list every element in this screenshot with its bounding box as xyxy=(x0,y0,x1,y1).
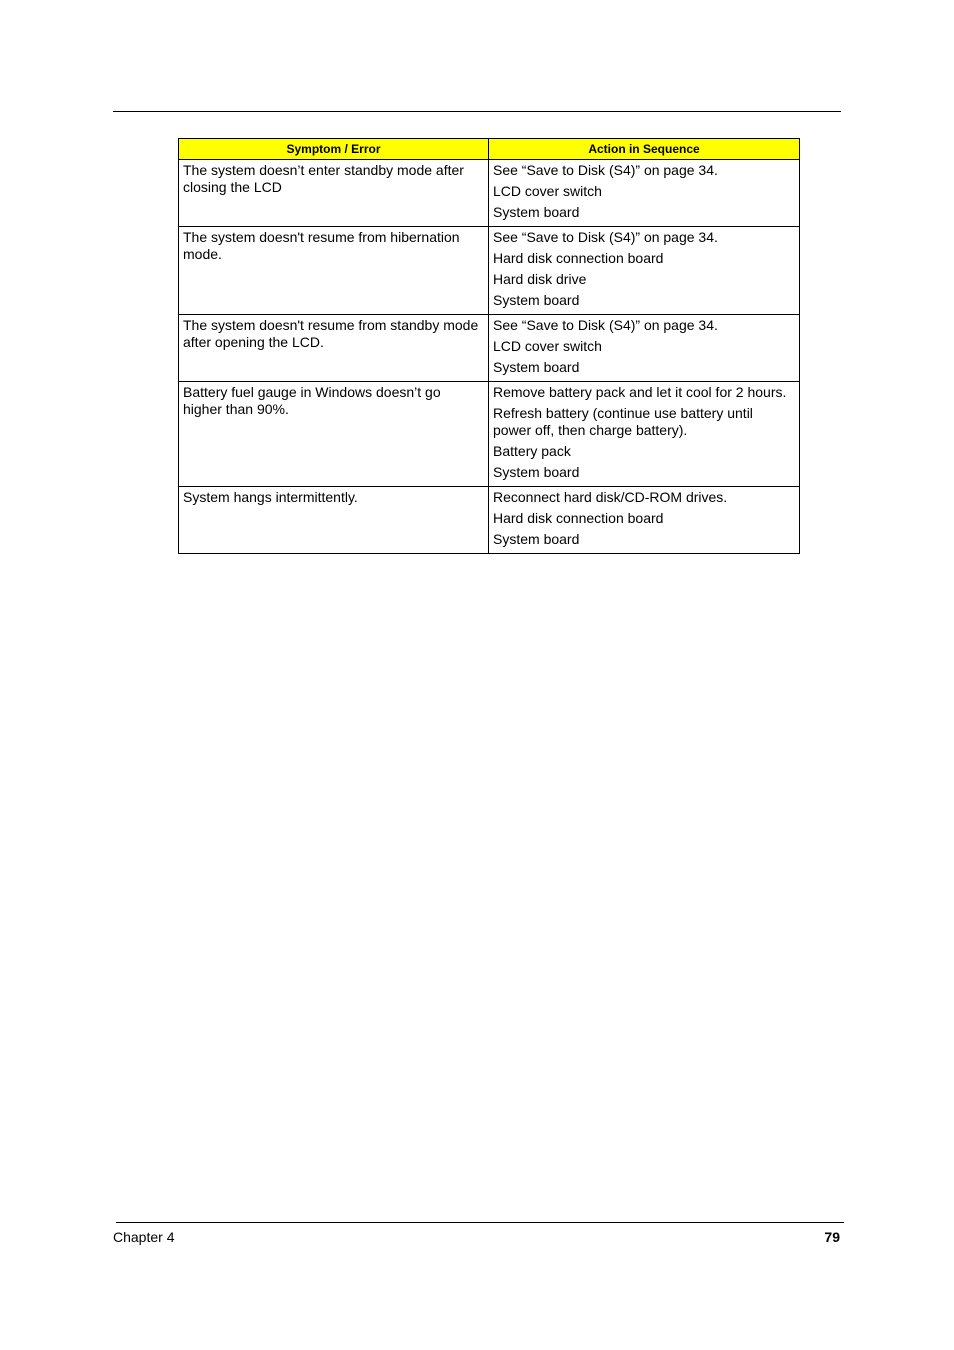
action-item: See “Save to Disk (S4)” on page 34. xyxy=(493,162,718,178)
action-item: Hard disk drive xyxy=(493,271,587,287)
action-item: Reconnect hard disk/CD-ROM drives. xyxy=(493,489,728,505)
header-rule xyxy=(113,111,841,112)
actions-cell xyxy=(489,382,800,487)
actions-cell xyxy=(489,487,800,554)
symptom-cell xyxy=(179,382,489,487)
footer-rule xyxy=(116,1222,844,1223)
action-item: System board xyxy=(493,359,580,375)
table-row xyxy=(179,382,800,487)
symptom-cell xyxy=(179,227,489,315)
action-item: Remove battery pack and let it cool for 2 hours. xyxy=(493,384,787,400)
action-item: See “Save to Disk (S4)” on page 34. xyxy=(493,229,718,245)
table-header-row xyxy=(179,139,800,160)
symptom-text: System hangs intermittently. xyxy=(183,489,358,505)
action-item: Refresh battery (continue use battery until power off, then charge battery). xyxy=(493,405,753,438)
symptom-text: Battery fuel gauge in Windows doesn’t go higher than 90%. xyxy=(183,384,441,417)
action-item: Hard disk connection board xyxy=(493,510,664,526)
symptom-cell xyxy=(179,487,489,554)
actions-cell xyxy=(489,315,800,382)
action-item: System board xyxy=(493,464,580,480)
action-column-header: Action in Sequence xyxy=(489,139,800,160)
symptom-column-header: Symptom / Error xyxy=(179,139,489,160)
footer-chapter: Chapter 4 xyxy=(113,1229,175,1245)
actions-cell xyxy=(489,160,800,227)
action-item: LCD cover switch xyxy=(493,183,602,199)
action-item: System board xyxy=(493,204,580,220)
action-item: LCD cover switch xyxy=(493,338,602,354)
action-item: System board xyxy=(493,531,580,547)
actions-cell xyxy=(489,227,800,315)
table-row xyxy=(179,315,800,382)
table-row xyxy=(179,227,800,315)
symptom-text: The system doesn't resume from hibernation mode. xyxy=(183,229,460,262)
action-item: System board xyxy=(493,292,580,308)
symptom-cell xyxy=(179,315,489,382)
footer-page-number: 79 xyxy=(824,1229,840,1245)
symptom-cell xyxy=(179,160,489,227)
symptom-text: The system doesn't resume from standby mode after opening the LCD. xyxy=(183,317,479,350)
action-item: See “Save to Disk (S4)” on page 34. xyxy=(493,317,718,333)
action-item: Battery pack xyxy=(493,443,571,459)
table-row xyxy=(179,487,800,554)
action-item: Hard disk connection board xyxy=(493,250,664,266)
symptom-text: The system doesn’t enter standby mode after closing the LCD xyxy=(183,162,464,195)
troubleshooting-table xyxy=(178,138,800,554)
table-row xyxy=(179,160,800,227)
